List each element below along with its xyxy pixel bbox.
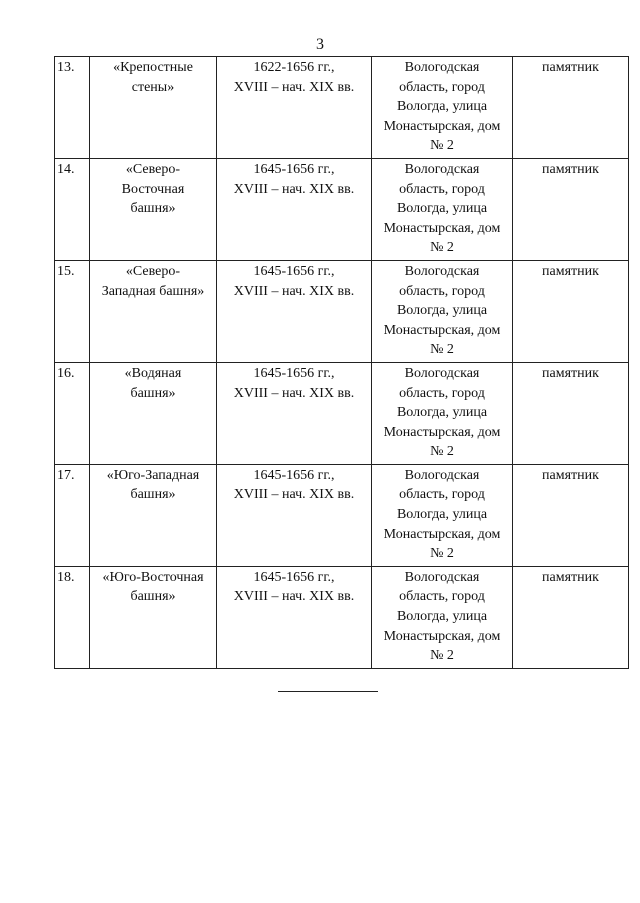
address-line: Монастырская, дом xyxy=(383,424,501,440)
address-line: Монастырская, дом xyxy=(383,322,501,338)
dating-cell xyxy=(217,464,372,566)
address-line: № 2 xyxy=(430,648,454,664)
object-name-cell xyxy=(90,260,217,362)
dating-cell xyxy=(217,566,372,668)
row-number-cell: 15. xyxy=(55,260,90,362)
object-name-line: «Северо- xyxy=(125,263,181,279)
category-cell: памятник xyxy=(513,57,629,159)
dating-line: XVIII – нач. XIX вв. xyxy=(233,589,355,605)
closing-rule xyxy=(278,691,378,692)
dating-line: XVIII – нач. XIX вв. xyxy=(233,181,355,197)
address-line: № 2 xyxy=(430,240,454,256)
row-number-cell: 18. xyxy=(55,566,90,668)
dating-line: 1645-1656 гг., xyxy=(253,569,335,585)
object-name-cell xyxy=(90,158,217,260)
address-line: Монастырская, дом xyxy=(383,118,501,134)
address-line: Вологодская xyxy=(404,365,480,381)
address-line: Монастырская, дом xyxy=(383,628,501,644)
object-name-line: Западная башня» xyxy=(101,283,205,299)
address-cell xyxy=(372,260,513,362)
address-line: Вологда, улица xyxy=(396,405,488,421)
dating-cell xyxy=(217,260,372,362)
object-name-cell xyxy=(90,566,217,668)
row-number-cell: 14. xyxy=(55,158,90,260)
address-line: область, город xyxy=(399,79,485,95)
address-line: область, город xyxy=(399,283,485,299)
object-name-line: стены» xyxy=(131,79,175,95)
dating-cell xyxy=(217,57,372,159)
category-cell: памятник xyxy=(513,260,629,362)
address-cell xyxy=(372,566,513,668)
address-line: Вологда, улица xyxy=(396,609,488,625)
object-name-line: башня» xyxy=(130,487,176,503)
address-line: область, город xyxy=(399,181,485,197)
dating-line: 1622-1656 гг., xyxy=(253,60,335,75)
table-row xyxy=(55,57,629,159)
address-line: область, город xyxy=(399,385,485,401)
address-line: № 2 xyxy=(430,342,454,358)
dating-line: XVIII – нач. XIX вв. xyxy=(233,283,355,299)
object-name-line: башня» xyxy=(130,589,176,605)
heritage-objects-table xyxy=(54,56,629,669)
address-line: № 2 xyxy=(430,444,454,460)
address-line: Вологодская xyxy=(404,467,480,483)
row-number-cell: 16. xyxy=(55,362,90,464)
object-name-cell xyxy=(90,464,217,566)
address-line: Монастырская, дом xyxy=(383,526,501,542)
dating-line: 1645-1656 гг., xyxy=(253,365,335,381)
object-name-line: «Крепостные xyxy=(113,60,193,75)
dating-line: 1645-1656 гг., xyxy=(253,467,335,483)
address-line: Вологда, улица xyxy=(396,507,488,523)
dating-line: 1645-1656 гг., xyxy=(253,161,335,177)
address-line: Монастырская, дом xyxy=(383,220,501,236)
address-line: область, город xyxy=(399,589,485,605)
table-body xyxy=(55,57,629,669)
table-row xyxy=(55,362,629,464)
dating-line: XVIII – нач. XIX вв. xyxy=(233,79,355,95)
category-cell: памятник xyxy=(513,566,629,668)
object-name-line: «Юго-Восточная xyxy=(102,569,204,585)
object-name-line: «Водяная xyxy=(124,365,182,381)
object-name-line: башня» xyxy=(130,201,176,217)
address-line: Вологодская xyxy=(404,263,480,279)
address-line: Вологда, улица xyxy=(396,99,488,115)
dating-cell xyxy=(217,158,372,260)
dating-line: XVIII – нач. XIX вв. xyxy=(233,385,355,401)
address-line: Вологда, улица xyxy=(396,201,488,217)
address-line: Вологда, улица xyxy=(396,303,488,319)
row-number-cell: 17. xyxy=(55,464,90,566)
table-row xyxy=(55,464,629,566)
object-name-line: Восточная xyxy=(121,181,185,197)
row-number-cell: 13. xyxy=(55,57,90,159)
address-line: № 2 xyxy=(430,138,454,154)
object-name-line: «Северо- xyxy=(125,161,181,177)
object-name-cell xyxy=(90,57,217,159)
address-line: № 2 xyxy=(430,546,454,562)
category-cell: памятник xyxy=(513,158,629,260)
address-line: область, город xyxy=(399,487,485,503)
dating-cell xyxy=(217,362,372,464)
object-name-cell xyxy=(90,362,217,464)
category-cell: памятник xyxy=(513,464,629,566)
table-row xyxy=(55,158,629,260)
table-row xyxy=(55,260,629,362)
object-name-line: башня» xyxy=(130,385,176,401)
dating-line: 1645-1656 гг., xyxy=(253,263,335,279)
address-line: Вологодская xyxy=(404,60,480,75)
address-cell xyxy=(372,362,513,464)
table-row xyxy=(55,566,629,668)
address-cell xyxy=(372,464,513,566)
address-line: Вологодская xyxy=(404,569,480,585)
object-name-line: «Юго-Западная xyxy=(106,467,200,483)
address-cell xyxy=(372,158,513,260)
address-cell xyxy=(372,57,513,159)
page-number: 3 xyxy=(316,36,324,53)
dating-line: XVIII – нач. XIX вв. xyxy=(233,487,355,503)
category-cell: памятник xyxy=(513,362,629,464)
address-line: Вологодская xyxy=(404,161,480,177)
